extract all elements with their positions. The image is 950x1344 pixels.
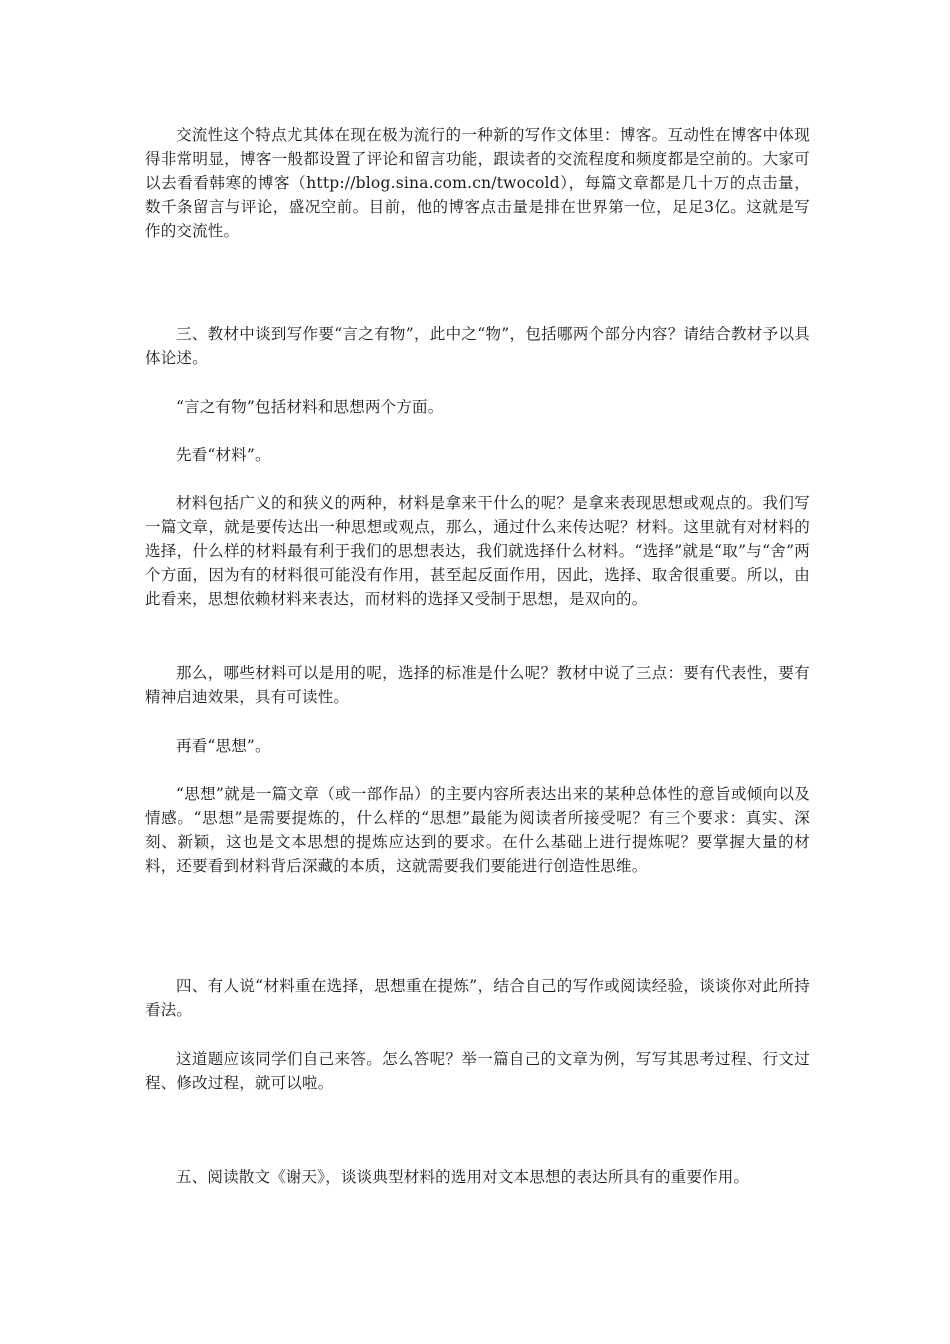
paragraph-selection-criteria: 那么，哪些材料可以是用的呢，选择的标准是什么呢？教材中说了三点：要有代表性，要有精神启迪效果，具有可读性。 [145,664,810,706]
question-four: 四、有人说“材料重在选择，思想重在提炼”，结合自己的写作或阅读经验，谈谈你对此所持看法。 [145,977,810,1019]
paragraph-blog-interactivity: 交流性这个特点尤其体在现在极为流行的一种新的写作文体里：博客。互动性在博客中体现得非常明显，博客一般都设置了评论和留言功能，跟读者的交流程度和频度都是空前的。大家可以去看看韩寒的博客（http://blog.sina.com.cn/twocold），每篇文章都是几十万的点击量，数千条留言与评论，盛况空前。目前，他的博客点击量是排在世界第一位，足足3亿。这就是写作的交流性。 [145,126,810,240]
paragraph-answer-four: 这道题应该同学们自己来答。怎么答呢？举一篇自己的文章为例，写写其思考过程、行文过程、修改过程，就可以啦。 [145,1050,810,1092]
question-five: 五、阅读散文《谢天》，谈谈典型材料的选用对文本思想的表达所具有的重要作用。 [176,1168,750,1186]
question-three: 三、教材中谈到写作要“言之有物”，此中之“物”，包括哪两个部分内容？请结合教材予以具体论述。 [145,325,810,367]
paragraph-thought-heading: 再看“思想”。 [176,737,271,755]
paragraph-material-and-thought: “言之有物”包括材料和思想两个方面。 [176,398,444,416]
paragraph-material-heading: 先看“材料”。 [176,446,271,464]
paragraph-material-selection: 材料包括广义的和狭义的两种，材料是拿来干什么的呢？是拿来表现思想或观点的。我们写一篇文章，就是要传达出一种思想或观点，那么，通过什么来传达呢？材料。这里就有对材料的选择，什么样的材料最有利于我们的思想表达，我们就选择什么材料。“选择”就是“取”与“舍”两个方面，因为有的材料很可能没有作用，甚至起反面作用，因此，选择、取舍很重要。所以，由此看来，思想依赖材料来表达，而材料的选择又受制于思想，是双向的。 [145,494,810,608]
paragraph-thought-definition: “思想”就是一篇文章（或一部作品）的主要内容所表达出来的某种总体性的意旨或倾向以及情感。“思想”是需要提炼的，什么样的“思想”最能为阅读者所接受呢？有三个要求：真实、深刻、新颖，这也是文本思想的提炼应达到的要求。在什么基础上进行提炼呢？要掌握大量的材料，还要看到材料背后深藏的本质，这就需要我们要能进行创造性思维。 [145,785,810,875]
